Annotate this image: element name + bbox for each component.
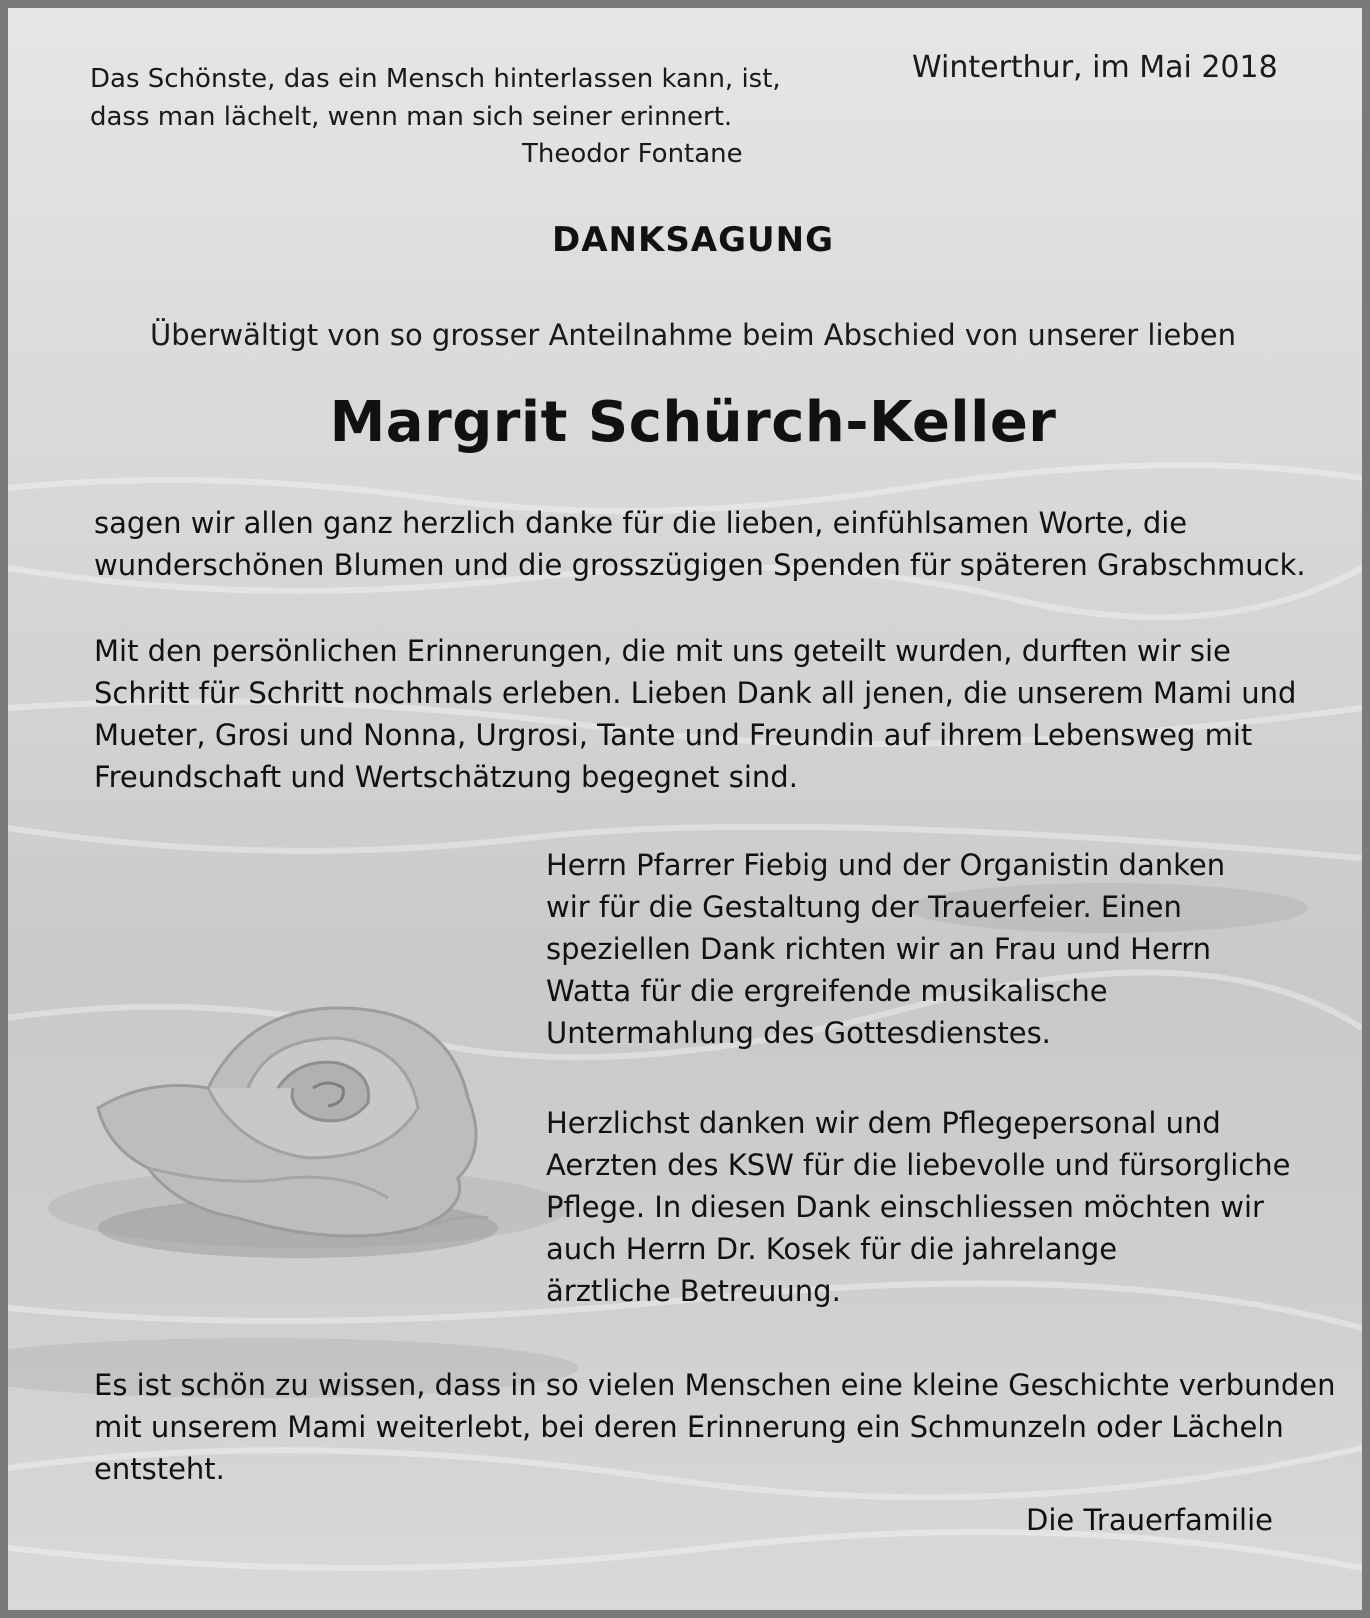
paragraph-1: [94, 502, 1306, 586]
paragraph-line: wunderschönen Blumen und die grosszügigen Spenden für späteren Grabschmuck.: [94, 548, 1306, 582]
paragraph-line: auch Herrn Dr. Kosek für die jahrelange: [546, 1232, 1118, 1266]
paragraph-line: sagen wir allen ganz herzlich danke für die lieben, einfühlsamen Worte, die: [94, 506, 1188, 540]
paragraph-line: Es ist schön zu wissen, dass in so vielen Menschen eine kleine Geschichte verbunden: [94, 1368, 1336, 1402]
paragraph-4: [546, 1102, 1290, 1312]
quote: [90, 60, 781, 136]
paragraph-line: Freundschaft und Wertschätzung begegnet sind.: [94, 760, 798, 794]
paragraph-5: [94, 1364, 1335, 1490]
paragraph-line: Watta für die ergreifende musikalische: [546, 974, 1108, 1008]
signature: Die Trauerfamilie: [1026, 1503, 1273, 1537]
paragraph-line: Schritt für Schritt nochmals erleben. Lieben Dank all jenen, die unserem Mami und: [94, 676, 1297, 710]
paragraph-line: Mueter, Grosi und Nonna, Urgrosi, Tante und Freundin auf ihrem Lebensweg mit: [94, 718, 1253, 752]
paragraph-2: [94, 630, 1296, 798]
paragraph-line: Herrn Pfarrer Fiebig und der Organistin danken: [546, 848, 1226, 882]
place-date: Winterthur, im Mai 2018: [912, 50, 1278, 85]
paragraph-line: ärztliche Betreuung.: [546, 1274, 841, 1308]
deceased-name: Margrit Schürch-Keller: [329, 390, 1057, 455]
quote-line: dass man lächelt, wenn man sich seiner erinnert.: [90, 102, 733, 132]
paragraph-line: speziellen Dank richten wir an Frau und Herrn: [546, 932, 1212, 966]
paragraph-line: Pflege. In diesen Dank einschliessen möchten wir: [546, 1190, 1264, 1224]
paragraph-line: Untermahlung des Gottesdienstes.: [546, 1016, 1051, 1050]
paragraph-3: [546, 844, 1225, 1054]
quote-line: Das Schönste, das ein Mensch hinterlassen kann, ist,: [90, 64, 781, 94]
obituary-notice: [8, 8, 1362, 1610]
rose-icon: [88, 978, 508, 1278]
paragraph-line: wir für die Gestaltung der Trauerfeier. Einen: [546, 890, 1182, 924]
paragraph-line: Aerzten des KSW für die liebevolle und fürsorgliche: [546, 1148, 1291, 1182]
paragraph-line: Herzlichst danken wir dem Pflegepersonal und: [546, 1106, 1221, 1140]
notice-title: DANKSAGUNG: [551, 220, 835, 260]
paragraph-line: entsteht.: [94, 1452, 225, 1486]
intro-line: Überwältigt von so grosser Anteilnahme beim Abschied von unserer lieben: [149, 318, 1236, 352]
paragraph-line: mit unserem Mami weiterlebt, bei deren Erinnerung ein Schmunzeln oder Lächeln: [94, 1410, 1284, 1444]
quote-author: Theodor Fontane: [522, 139, 743, 169]
paragraph-line: Mit den persönlichen Erinnerungen, die mit uns geteilt wurden, durften wir sie: [94, 634, 1231, 668]
